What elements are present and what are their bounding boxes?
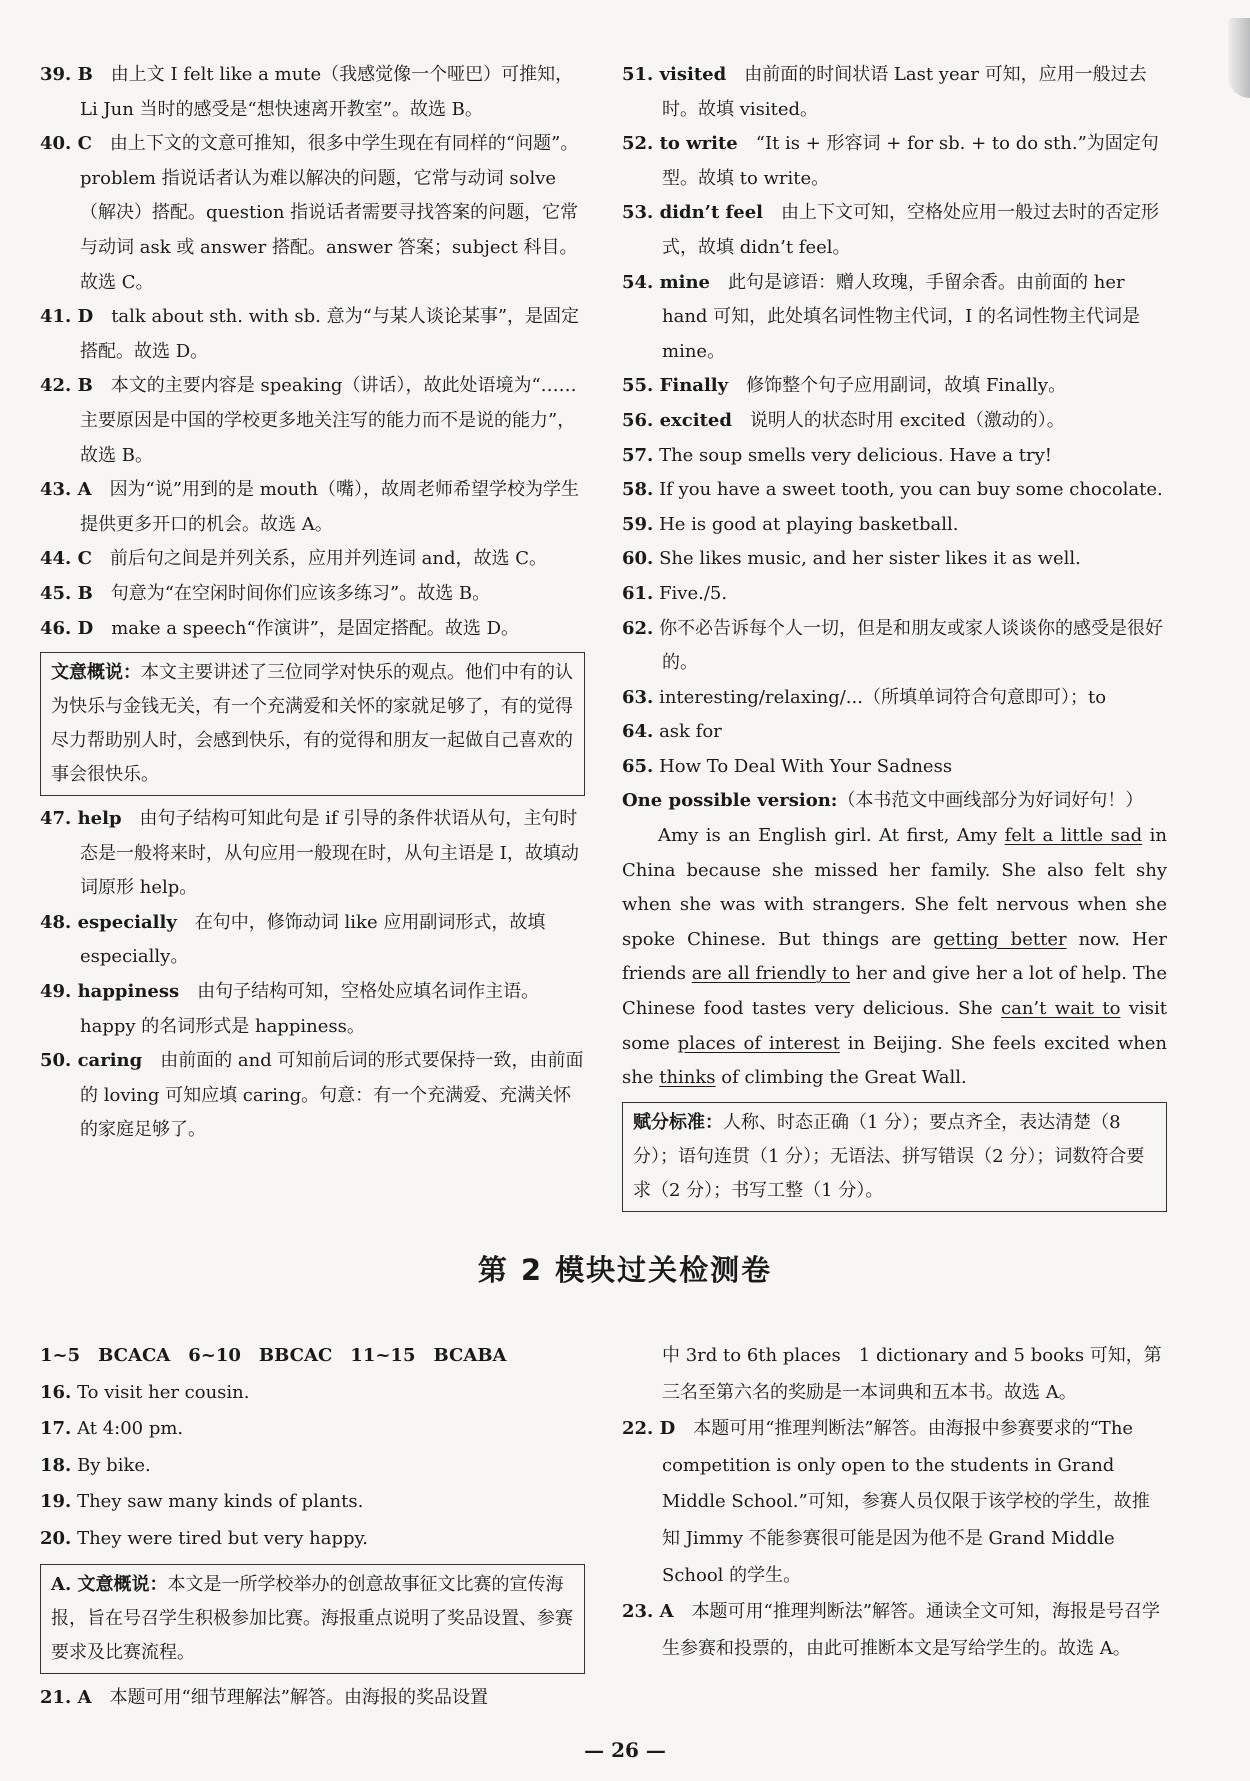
answer-item: 58. If you have a sweet tooth, you can buy some chocolate. [622, 479, 1163, 501]
answer-item: 53. didn’t feel 由上下文可知，空格处应用一般过去时的否定形式，故填 didn’t feel。 [622, 202, 1160, 258]
answer-item: 20. They were tired but very happy. [40, 1527, 368, 1549]
answer-item: 19. They saw many kinds of plants. [40, 1491, 364, 1513]
answer-item: 39. B 由上文 I felt like a mute（我感觉像一个哑巴）可推知，Li Jun 当时的感受是“想快速离开教室”。故选 B。 [40, 64, 574, 120]
page-number: — 26 — [584, 1738, 666, 1762]
answer-item: 46. D make a speech“作演讲”，是固定搭配。故选 D。 [40, 617, 520, 639]
left-column-bottom [40, 1338, 585, 1716]
answer-item: 18. By bike. [40, 1454, 151, 1476]
essay-body: Amy is an English girl. At first, Amy felt a little sad in China because she missed her family. She also felt shy when she was with strangers. She felt nervous when she spoke Chinese. But things are getting better now. Her friends are all friendly to her and give her a lot of help. The Chinese food tastes very delicious. She can’t wait to visit some places of interest in Beijing. She feels excited when she thinks of climbing the Great Wall. [622, 825, 1168, 1089]
answer-item: 54. mine 此句是谚语：赠人玫瑰，手留余香。由前面的 her hand 可知，此处填名词性物主代词，I 的名词性物主代词是 mine。 [622, 271, 1140, 362]
answer-item: 57. The soup smells very delicious. Have a try! [622, 444, 1052, 466]
answer-item: 60. She likes music, and her sister likes it as well. [622, 548, 1081, 570]
answer-item: 55. Finally 修饰整个句子应用副词，故填 Finally。 [622, 375, 1067, 397]
page-curl [1228, 18, 1250, 98]
answer-item: 59. He is good at playing basketball. [622, 513, 959, 535]
answer-item: 42. B 本文的主要内容是 speaking（讲话），故此处语境为“……主要原因是中国的学校更多地关注写的能力而不是说的能力”，故选 B。 [40, 375, 577, 466]
answer-item: 65. How To Deal With Your Sadness [622, 755, 953, 777]
answer-item: 43. A 因为“说”用到的是 mouth（嘴），故周老师希望学校为学生提供更多开口的机会。故选 A。 [40, 479, 580, 535]
answer-item: 63. interesting/relaxing/...（所填单词符合句意即可）；to [622, 686, 1107, 708]
answer-item: 62. 你不必告诉每个人一切，但是和朋友或家人谈谈你的感受是很好的。 [622, 617, 1164, 674]
summary-box: A. 文意概说：本文是一所学校举办的创意故事征文比赛的宣传海报，旨在号召学生积极参加比赛。海报重点说明了奖品设置、参赛要求及比赛流程。 [40, 1564, 585, 1674]
answer-item: 17. At 4:00 pm. [40, 1418, 184, 1440]
summary-box: 文意概说：本文主要讲述了三位同学对快乐的观点。他们中有的认为快乐与金钱无关，有一个充满爱和关怀的家就足够了，有的觉得尽力帮助别人时，会感到快乐，有的觉得和朋友一起做自己喜欢的事会很快乐。 [40, 652, 585, 796]
answer-item: 47. help 由句子结构可知此句是 if 引导的条件状语从句，主句时态是一般将来时，从句应用一般现在时，从句主语是 I，故填动词原形 help。 [40, 808, 579, 899]
answer-continuation: 中 3rd to 6th places 1 dictionary and 5 books 可知，第三名至第六名的奖励是一本词典和五本书。故选 A。 [662, 1345, 1162, 1403]
answer-keys: 1~5 BCACA 6~10 BBCAC 11~15 BCABA [40, 1345, 507, 1366]
essay-heading: One possible version:（本书范文中画线部分为好词好句！） [622, 790, 1144, 812]
answer-item: 23. A 本题可用“推理判断法”解答。通读全文可知，海报是号召学生参赛和投票的，由此可推断本文是写给学生的。故选 A。 [622, 1601, 1160, 1659]
answer-item: 61. Five./5. [622, 582, 728, 604]
right-column-bottom [622, 1338, 1167, 1667]
answer-item: 48. especially 在句中，修饰动词 like 应用副词形式，故填 especially。 [40, 911, 546, 968]
answer-item: 51. visited 由前面的时间状语 Last year 可知，应用一般过去时。故填 visited。 [622, 64, 1147, 120]
answer-item: 22. D 本题可用“推理判断法”解答。由海报中参赛要求的“The competition is only open to the students in Grand Middle School.”可知，参赛人员仅限于该学校的学生，故推知 Jimmy 不能参赛很可能是因为他不是 Grand Middle School 的学生。 [622, 1418, 1150, 1586]
answer-item: 40. C 由上下文的文意可推知，很多中学生现在有同样的“问题”。problem 指说话者认为难以解决的问题，它常与动词 solve（解决）搭配。question 指说话者需要寻找答案的问题，它常与动词 ask 或 answer 搭配。answer 答案；subject 科目。故选 C。 [40, 133, 579, 293]
section-title: 第 2 模块过关检测卷 [477, 1253, 773, 1287]
answer-item: 56. excited 说明人的状态时用 excited（激动的）。 [622, 409, 1065, 431]
answer-item: 44. C 前后句之间是并列关系，应用并列连词 and，故选 C。 [40, 548, 547, 570]
answer-item: 16. To visit her cousin. [40, 1381, 250, 1403]
answer-item: 49. happiness 由句子结构可知，空格处应填名词作主语。happy 的名词形式是 happiness。 [40, 981, 540, 1037]
answer-item: 45. B 句意为“在空闲时间你们应该多练习”。故选 B。 [40, 582, 491, 604]
answer-item: 21. A 本题可用“细节理解法”解答。由海报的奖品设置 [40, 1686, 488, 1708]
right-column [622, 58, 1167, 1218]
scoring-box: 赋分标准：人称、时态正确（1 分）；要点齐全，表达清楚（8 分）；语句连贯（1 分）；无语法、拼写错误（2 分）；词数符合要求（2 分）；书写工整（1 分）。 [622, 1102, 1167, 1212]
answer-item: 52. to write “It is + 形容词 + for sb. + to do sth.”为固定句型。故填 to write。 [622, 133, 1159, 189]
left-column [40, 58, 585, 1148]
answer-item: 41. D talk about sth. with sb. 意为“与某人谈论某事”，是固定搭配。故选 D。 [40, 306, 580, 362]
answer-item: 50. caring 由前面的 and 可知前后词的形式要保持一致，由前面的 loving 可知应填 caring。句意：有一个充满爱、充满关怀的家庭足够了。 [40, 1050, 584, 1141]
answer-item: 64. ask for [622, 721, 722, 743]
